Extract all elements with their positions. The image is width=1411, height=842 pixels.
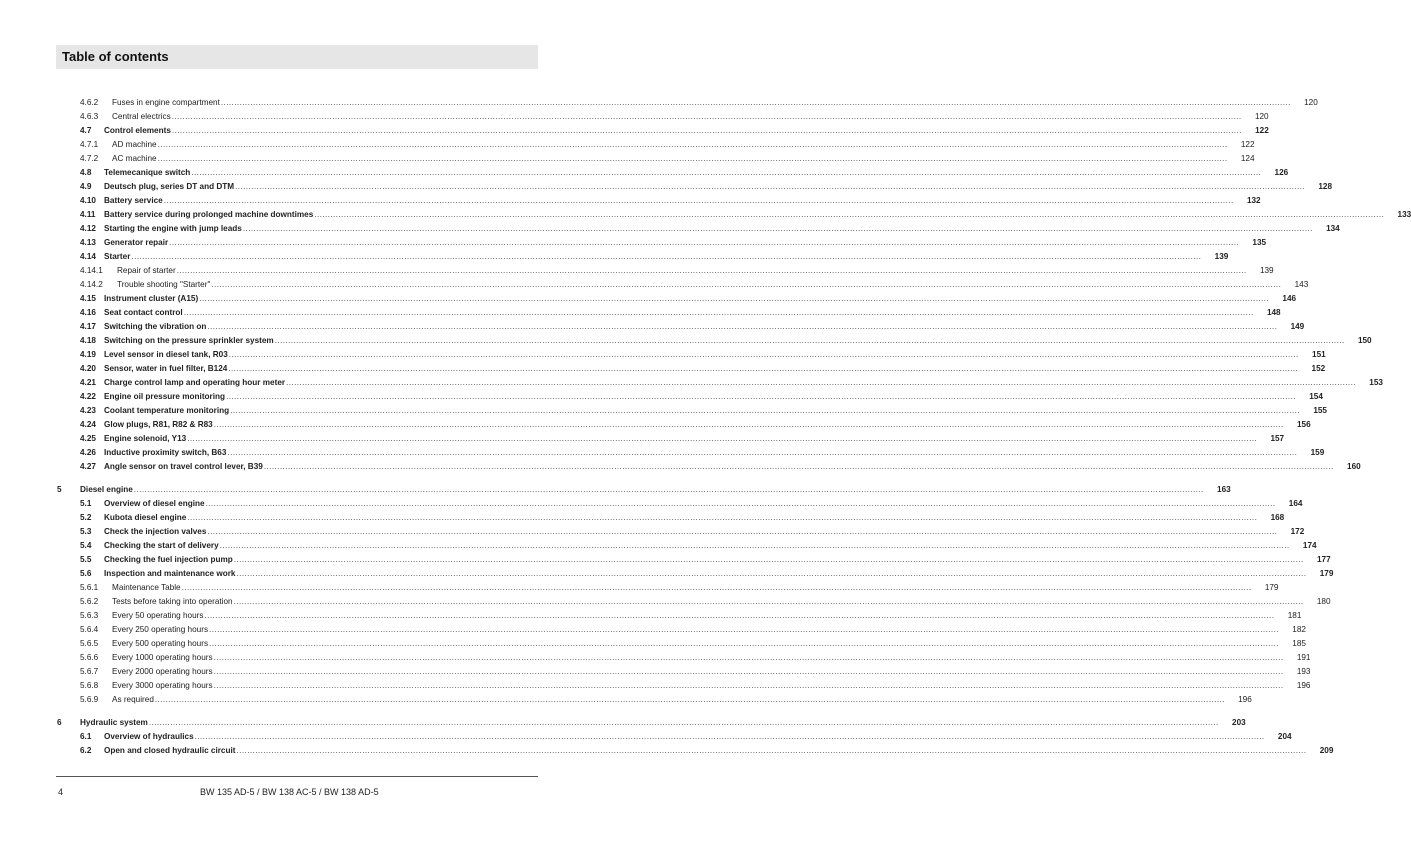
toc-entry[interactable] (0, 304, 1281, 318)
toc-entry[interactable] (0, 206, 1411, 220)
toc-entry[interactable] (0, 276, 1309, 290)
toc-entry-number: 4.7.2 (80, 154, 99, 163)
toc-entry-page: 133 (1397, 210, 1411, 219)
toc-entry-number: 4.25 (80, 434, 96, 443)
toc-entry-title: As required (112, 695, 154, 704)
toc-entry-number: 4.9 (80, 182, 92, 191)
toc-leader-dots: ................................................................................................................................................................................................................................................................................................................................................................................................................ (163, 196, 1234, 205)
toc-entry-number: 5.6.1 (80, 583, 99, 592)
toc-entry-number: 6 (57, 718, 62, 727)
toc-entry-page: 157 (1270, 434, 1285, 443)
toc-entry-page: 152 (1311, 364, 1326, 373)
toc-entry[interactable] (0, 551, 1331, 565)
toc-entry-title: Maintenance Table (112, 583, 181, 592)
toc-entry-title: Level sensor in diesel tank, R03 (104, 350, 228, 359)
toc-entry[interactable] (0, 290, 1297, 304)
toc-entry-title: Every 1000 operating hours (112, 653, 213, 662)
toc-entry[interactable] (0, 150, 1255, 164)
toc-entry[interactable] (0, 164, 1289, 178)
toc-entry-title: Inspection and maintenance work (104, 569, 236, 578)
toc-entry[interactable] (0, 122, 1269, 136)
toc-entry-number: 5.2 (80, 513, 92, 522)
toc-entry-page: 146 (1282, 294, 1297, 303)
toc-entry-number: 4.7 (80, 126, 92, 135)
toc-entry[interactable] (0, 248, 1229, 262)
toc-entry[interactable] (0, 388, 1323, 402)
toc-entry-title: Overview of hydraulics (104, 732, 194, 741)
toc-entry-page: 135 (1252, 238, 1267, 247)
toc-entry[interactable] (0, 318, 1305, 332)
toc-entry-number: 4.21 (80, 378, 96, 387)
toc-entry-page: 150 (1357, 336, 1372, 345)
toc-entry[interactable] (0, 742, 1334, 756)
toc-leader-dots: ................................................................................................................................................................................................................................................................................................................................................................................................................ (236, 746, 1307, 755)
toc-entry-title: Open and closed hydraulic circuit (104, 746, 236, 755)
toc-entry-page: 120 (1304, 98, 1318, 107)
toc-entry-number: 4.14.2 (80, 280, 103, 289)
toc-entry-number: 4.22 (80, 392, 96, 401)
toc-entry-page: 139 (1259, 266, 1274, 275)
toc-entry-title: Diesel engine (80, 485, 133, 494)
toc-entry-number: 5.6 (80, 569, 92, 578)
toc-entry-title: Angle sensor on travel control lever, B39 (104, 462, 263, 471)
toc-entry[interactable] (0, 621, 1306, 635)
toc-entry-title: Generator repair (104, 238, 169, 247)
toc-entry-number: 5.3 (80, 527, 92, 536)
toc-entry-title: Checking the start of delivery (104, 541, 219, 550)
toc-entry[interactable] (0, 262, 1274, 276)
toc-entry-page: 122 (1240, 140, 1255, 149)
toc-entry-number: 4.12 (80, 224, 96, 233)
toc-leader-dots: ................................................................................................................................................................................................................................................................................................................................................................................................................ (157, 154, 1228, 163)
toc-entry-page: 185 (1292, 639, 1306, 648)
toc-entry[interactable] (0, 728, 1292, 742)
toc-entry-title: Check the injection valves (104, 527, 207, 536)
toc-entry-title: Every 2000 operating hours (112, 667, 213, 676)
toc-leader-dots: ................................................................................................................................................................................................................................................................................................................................................................................................................ (226, 392, 1296, 401)
toc-leader-dots: ................................................................................................................................................................................................................................................................................................................................................................................................................ (233, 555, 1304, 564)
toc-leader-dots: ................................................................................................................................................................................................................................................................................................................................................................................................................ (181, 583, 1252, 592)
toc-leader-dots: ................................................................................................................................................................................................................................................................................................................................................................................................................ (219, 541, 1290, 550)
toc-entry-page: 203 (1232, 718, 1246, 727)
toc-entry-number: 4.18 (80, 336, 96, 345)
toc-entry-title: Hydraulic system (80, 718, 148, 727)
toc-entry-number: 4.14 (80, 252, 96, 261)
toc-entry-number: 5.6.6 (80, 653, 99, 662)
toc-leader-dots: ................................................................................................................................................................................................................................................................................................................................................................................................................ (213, 653, 1284, 662)
toc-entry-page: 196 (1238, 695, 1252, 704)
toc-leader-dots: ................................................................................................................................................................................................................................................................................................................................................................................................................ (233, 597, 1304, 606)
toc-leader-dots: ................................................................................................................................................................................................................................................................................................................................................................................................................ (157, 140, 1228, 149)
toc-entry[interactable] (0, 607, 1302, 621)
footer-divider (56, 776, 538, 777)
toc-entry-number: 5.6.9 (80, 695, 99, 704)
toc-entry-number: 4.14.1 (80, 266, 103, 275)
toc-entry-number: 5.5 (80, 555, 92, 564)
toc-entry[interactable] (0, 523, 1305, 537)
toc-entry-page: 149 (1290, 322, 1305, 331)
toc-entry-title: Switching the vibration on (104, 322, 207, 331)
toc-entry-page: 196 (1296, 681, 1311, 690)
toc-entry-title: Central electrics (112, 112, 171, 121)
toc-entry-title: Engine oil pressure monitoring (104, 392, 226, 401)
toc-entry-number: 4.24 (80, 420, 96, 429)
toc-entry[interactable] (0, 178, 1333, 192)
toc-entry[interactable] (0, 220, 1340, 234)
toc-entry[interactable] (0, 495, 1303, 509)
toc-leader-dots: ................................................................................................................................................................................................................................................................................................................................................................................................................ (169, 238, 1240, 247)
toc-entry-page: 122 (1255, 126, 1269, 135)
toc-entry-number: 5.1 (80, 499, 92, 508)
toc-entry[interactable] (0, 374, 1383, 388)
toc-entry[interactable] (0, 234, 1267, 248)
toc-entry-page: 159 (1310, 448, 1325, 457)
toc-entry[interactable] (0, 677, 1311, 691)
toc-entry-number: 5.6.3 (80, 611, 99, 620)
toc-leader-dots: ................................................................................................................................................................................................................................................................................................................................................................................................................ (133, 485, 1204, 494)
toc-entry[interactable] (0, 481, 1231, 495)
toc-entry-page: 160 (1347, 462, 1361, 471)
toc-leader-dots: ................................................................................................................................................................................................................................................................................................................................................................................................................ (207, 527, 1278, 536)
toc-leader-dots: ................................................................................................................................................................................................................................................................................................................................................................................................................ (213, 681, 1284, 690)
toc-entry[interactable] (0, 360, 1326, 374)
toc-leader-dots: ................................................................................................................................................................................................................................................................................................................................................................................................................ (228, 364, 1299, 373)
toc-entry-title: Repair of starter (117, 266, 176, 275)
toc-entry-page: 177 (1316, 555, 1331, 564)
toc-leader-dots: ................................................................................................................................................................................................................................................................................................................................................................................................................ (213, 420, 1284, 429)
toc-entry-title: Glow plugs, R81, R82 & R83 (104, 420, 213, 429)
toc-leader-dots: ................................................................................................................................................................................................................................................................................................................................................................................................................ (213, 667, 1284, 676)
toc-entry-title: AC machine (112, 154, 157, 163)
toc-entry-page: 132 (1246, 196, 1261, 205)
toc-entry-page: 128 (1318, 182, 1333, 191)
toc-entry-page: 151 (1312, 350, 1326, 359)
toc-entry-title: Coolant temperature monitoring (104, 406, 230, 415)
toc-entry-page: 134 (1326, 224, 1340, 233)
toc-entry[interactable] (0, 192, 1261, 206)
toc-entry-page: 124 (1240, 154, 1255, 163)
toc-entry[interactable] (0, 649, 1311, 663)
toc-entry[interactable] (0, 593, 1331, 607)
toc-entry-number: 4.16 (80, 308, 96, 317)
toc-entry-title: Tests before taking into operation (112, 597, 233, 606)
toc-entry[interactable] (0, 565, 1334, 579)
toc-leader-dots: ................................................................................................................................................................................................................................................................................................................................................................................................................ (220, 98, 1291, 107)
toc-leader-dots: ................................................................................................................................................................................................................................................................................................................................................................................................................ (235, 182, 1306, 191)
toc-entry-number: 6.2 (80, 746, 92, 755)
toc-entry-number: 5.4 (80, 541, 92, 550)
toc-entry[interactable] (0, 402, 1327, 416)
toc-entry-number: 4.6.3 (80, 112, 99, 121)
toc-entry-number: 4.13 (80, 238, 96, 247)
toc-leader-dots: ................................................................................................................................................................................................................................................................................................................................................................................................................ (191, 168, 1262, 177)
toc-leader-dots: ................................................................................................................................................................................................................................................................................................................................................................................................................ (187, 513, 1258, 522)
toc-entry-number: 4.10 (80, 196, 96, 205)
toc-entry-title: Telemecanique switch (104, 168, 191, 177)
toc-entry-title: Seat contact control (104, 308, 183, 317)
toc-entry-page: 153 (1369, 378, 1383, 387)
toc-entry-page: 172 (1290, 527, 1305, 536)
toc-leader-dots: ................................................................................................................................................................................................................................................................................................................................................................................................................ (286, 378, 1356, 387)
toc-entry-title: Charge control lamp and operating hour meter (104, 378, 286, 387)
toc-entry[interactable] (0, 416, 1311, 430)
toc-leader-dots: ................................................................................................................................................................................................................................................................................................................................................................................................................ (227, 448, 1298, 457)
toc-entry-number: 4.19 (80, 350, 96, 359)
toc-entry-title: Inductive proximity switch, B63 (104, 448, 227, 457)
toc-entry[interactable] (0, 136, 1255, 150)
toc-entry-title: Instrument cluster (A15) (104, 294, 199, 303)
toc-leader-dots: ................................................................................................................................................................................................................................................................................................................................................................................................................ (274, 336, 1345, 345)
toc-entry-title: Sensor, water in fuel filter, B124 (104, 364, 228, 373)
toc-entry[interactable] (0, 663, 1311, 677)
toc-entry-page: 139 (1214, 252, 1229, 261)
toc-entry-page: 126 (1274, 168, 1289, 177)
toc-entry-number: 4.23 (80, 406, 96, 415)
toc-leader-dots: ................................................................................................................................................................................................................................................................................................................................................................................................................ (263, 462, 1334, 471)
toc-entry-number: 5.6.4 (80, 625, 99, 634)
toc-entry-title: Fuses in engine compartment (112, 98, 220, 107)
toc-leader-dots: ................................................................................................................................................................................................................................................................................................................................................................................................................ (183, 308, 1254, 317)
toc-entry[interactable] (0, 635, 1306, 649)
page-title: Table of contents (62, 49, 169, 64)
toc-entry-page: 155 (1313, 406, 1327, 415)
toc-leader-dots: ................................................................................................................................................................................................................................................................................................................................................................................................................ (131, 252, 1202, 261)
toc-leader-dots: ................................................................................................................................................................................................................................................................................................................................................................................................................ (176, 266, 1247, 275)
toc-entry[interactable] (0, 579, 1279, 593)
toc-entry-page: 148 (1266, 308, 1281, 317)
toc-leader-dots: ................................................................................................................................................................................................................................................................................................................................................................................................................ (242, 224, 1313, 233)
footer-page-number: 4 (58, 787, 64, 797)
toc-entry-page: 181 (1287, 611, 1302, 620)
toc-entry[interactable] (0, 691, 1252, 705)
toc-entry-page: 164 (1288, 499, 1303, 508)
toc-leader-dots: ................................................................................................................................................................................................................................................................................................................................................................................................................ (236, 569, 1307, 578)
toc-entry-page: 154 (1309, 392, 1323, 401)
toc-entry-page: 193 (1296, 667, 1311, 676)
toc-leader-dots: ................................................................................................................................................................................................................................................................................................................................................................................................................ (194, 732, 1265, 741)
toc-entry-number: 4.8 (80, 168, 92, 177)
toc-leader-dots: ................................................................................................................................................................................................................................................................................................................................................................................................................ (154, 695, 1225, 704)
toc-entry-page: 163 (1217, 485, 1231, 494)
toc-entry[interactable] (0, 444, 1325, 458)
toc-entry-number: 6.1 (80, 732, 92, 741)
toc-entry[interactable] (0, 346, 1326, 360)
toc-leader-dots: ................................................................................................................................................................................................................................................................................................................................................................................................................ (205, 499, 1276, 508)
page-header (56, 45, 538, 69)
toc-entry-number: 4.17 (80, 322, 96, 331)
toc-entry-title: Battery service (104, 196, 163, 205)
table-of-contents (0, 94, 1411, 756)
toc-entry-page: 179 (1264, 583, 1279, 592)
toc-entry-title: Every 250 operating hours (112, 625, 209, 634)
toc-entry[interactable] (0, 714, 1246, 728)
toc-leader-dots: ................................................................................................................................................................................................................................................................................................................................................................................................................ (207, 322, 1278, 331)
toc-entry-page: 143 (1294, 280, 1309, 289)
toc-entry-title: Checking the fuel injection pump (104, 555, 233, 564)
toc-entry-page: 156 (1296, 420, 1311, 429)
footer-model-names: BW 135 AD-5 / BW 138 AC-5 / BW 138 AD-5 (200, 787, 379, 797)
toc-entry-number: 5.6.5 (80, 639, 99, 648)
toc-entry-number: 4.27 (80, 462, 96, 471)
toc-entry-title: Starting the engine with jump leads (104, 224, 242, 233)
toc-leader-dots: ................................................................................................................................................................................................................................................................................................................................................................................................................ (171, 112, 1242, 121)
toc-entry-number: 4.7.1 (80, 140, 99, 149)
toc-leader-dots: ................................................................................................................................................................................................................................................................................................................................................................................................................ (148, 718, 1219, 727)
toc-entry-number: 4.26 (80, 448, 96, 457)
toc-entry-title: Control elements (104, 126, 171, 135)
toc-entry-number: 4.15 (80, 294, 96, 303)
toc-leader-dots: ................................................................................................................................................................................................................................................................................................................................................................................................................ (230, 406, 1300, 415)
toc-leader-dots: ................................................................................................................................................................................................................................................................................................................................................................................................................ (199, 294, 1270, 303)
toc-entry-page: 182 (1292, 625, 1306, 634)
toc-entry-page: 209 (1319, 746, 1334, 755)
toc-entry-title: Trouble shooting "Starter" (117, 280, 211, 289)
toc-entry-title: Kubota diesel engine (104, 513, 187, 522)
toc-entry-title: Engine solenoid, Y13 (104, 434, 187, 443)
toc-entry[interactable] (0, 509, 1285, 523)
toc-entry-title: Every 3000 operating hours (112, 681, 213, 690)
toc-entry-title: Battery service during prolonged machine downtimes (104, 210, 314, 219)
toc-leader-dots: ................................................................................................................................................................................................................................................................................................................................................................................................................ (171, 126, 1242, 135)
toc-leader-dots: ................................................................................................................................................................................................................................................................................................................................................................................................................ (314, 210, 1385, 219)
toc-leader-dots: ................................................................................................................................................................................................................................................................................................................................................................................................................ (187, 434, 1258, 443)
toc-entry-page: 180 (1316, 597, 1331, 606)
toc-entry-page: 204 (1277, 732, 1292, 741)
toc-leader-dots: ................................................................................................................................................................................................................................................................................................................................................................................................................ (204, 611, 1275, 620)
toc-entry-page: 179 (1319, 569, 1334, 578)
toc-entry-title: AD machine (112, 140, 157, 149)
toc-entry-number: 5 (57, 485, 62, 494)
toc-leader-dots: ................................................................................................................................................................................................................................................................................................................................................................................................................ (211, 280, 1282, 289)
toc-entry-page: 191 (1296, 653, 1311, 662)
toc-entry-number: 5.6.7 (80, 667, 99, 676)
toc-entry-number: 5.6.2 (80, 597, 99, 606)
toc-leader-dots: ................................................................................................................................................................................................................................................................................................................................................................................................................ (228, 350, 1299, 359)
toc-entry-title: Every 50 operating hours (112, 611, 204, 620)
toc-entry-page: 174 (1302, 541, 1317, 550)
toc-entry-title: Deutsch plug, series DT and DTM (104, 182, 235, 191)
toc-entry-page: 168 (1270, 513, 1285, 522)
toc-entry[interactable] (0, 332, 1372, 346)
toc-entry[interactable] (0, 430, 1285, 444)
toc-entry[interactable] (0, 458, 1361, 472)
toc-entry-page: 120 (1254, 112, 1269, 121)
toc-entry[interactable] (0, 537, 1317, 551)
toc-entry-title: Switching on the pressure sprinkler system (104, 336, 274, 345)
toc-entry-number: 4.20 (80, 364, 96, 373)
toc-leader-dots: ................................................................................................................................................................................................................................................................................................................................................................................................................ (209, 639, 1279, 648)
toc-entry-title: Overview of diesel engine (104, 499, 205, 508)
toc-entry-number: 4.11 (80, 210, 96, 219)
toc-entry-number: 5.6.8 (80, 681, 99, 690)
toc-entry-number: 4.6.2 (80, 98, 99, 107)
toc-entry[interactable] (0, 108, 1269, 122)
toc-entry-title: Starter (104, 252, 131, 261)
toc-entry-title: Every 500 operating hours (112, 639, 209, 648)
toc-leader-dots: ................................................................................................................................................................................................................................................................................................................................................................................................................ (209, 625, 1279, 634)
toc-entry[interactable] (0, 94, 1318, 108)
